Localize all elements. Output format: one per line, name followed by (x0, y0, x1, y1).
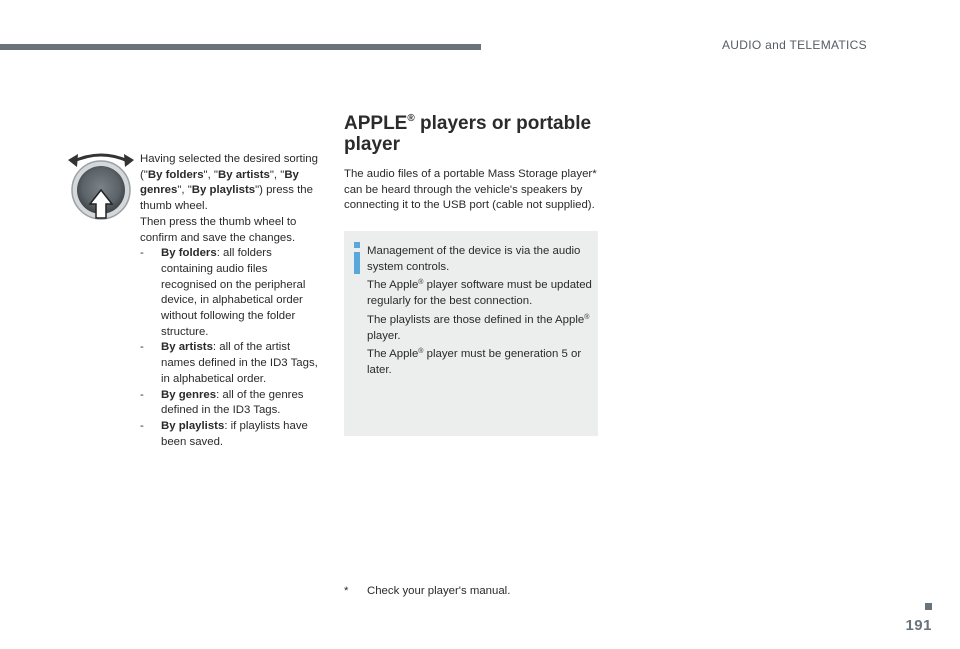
heading-text: APPLE (344, 113, 408, 134)
list-desc: : all folders containing audio files recognised on the peripheral device, in alphabetical order without following the folder structure. (161, 247, 306, 338)
dash: - (140, 419, 144, 432)
section-heading (344, 108, 598, 155)
list-desc: : all of the genres defined in the ID3 Tags. (161, 388, 304, 417)
list-item (140, 340, 320, 387)
info-icon (353, 242, 361, 274)
list-item (140, 388, 320, 419)
info-line (367, 310, 593, 344)
footnote-text: Check your player's manual. (367, 585, 511, 597)
term-by-folders: By folders (147, 168, 204, 181)
text: ") press the thumb wheel. (140, 184, 313, 213)
registered-mark: ® (418, 348, 424, 356)
text: player must be generation 5 or later. (367, 348, 582, 376)
list-desc: : all of the artist names defined in the ID3 Tags, in alphabetical order. (161, 341, 318, 385)
text: The Apple (367, 348, 419, 361)
list-term: By folders (161, 247, 217, 260)
footnote (344, 585, 510, 597)
sorting-options-list (140, 246, 320, 450)
term-by-artists: By artists (217, 168, 270, 181)
list-desc: : if playlists have been saved. (161, 419, 308, 448)
paragraph-confirm: Then press the thumb wheel to confirm and save the changes. (140, 215, 297, 244)
info-line: Management of the device is via the audio system controls. (367, 245, 581, 273)
info-text (367, 244, 593, 379)
text: ", " (203, 168, 218, 181)
term-by-genres: By genres (140, 168, 299, 197)
registered-mark: ® (407, 113, 415, 124)
registered-mark: ® (584, 313, 590, 321)
info-box (344, 231, 598, 436)
registered-mark: ® (418, 279, 424, 287)
text: player software must be updated regularly for the best connection. (367, 279, 592, 308)
heading-text: players or portable player (344, 113, 592, 155)
end-of-section-mark (925, 603, 932, 610)
dash: - (140, 341, 144, 354)
section-title: AUDIO and TELEMATICS (722, 38, 867, 52)
list-item (140, 419, 320, 450)
list-term: By playlists (161, 419, 225, 432)
top-bar (0, 44, 481, 50)
dash: - (140, 247, 144, 260)
intro-paragraph: The audio files of a portable Mass Storage player* can be heard through the vehicle's speakers by connecting it to the USB port (cable not supplied). (344, 168, 597, 212)
info-line (367, 344, 593, 378)
sorting-instructions (140, 152, 320, 450)
text: ", " (269, 168, 285, 181)
list-term: By artists (161, 341, 213, 354)
text: ", " (177, 184, 192, 197)
info-line (367, 275, 593, 309)
footnote-marker: * (344, 585, 349, 597)
text: The Apple (367, 279, 419, 292)
dash: - (140, 388, 144, 401)
thumb-wheel-icon (68, 150, 134, 222)
list-item (140, 246, 320, 340)
text: Having selected the desired sorting (" (140, 153, 318, 181)
list-term: By genres (161, 388, 217, 401)
paragraph-selected-sorting (140, 152, 320, 215)
apple-players-section (344, 108, 598, 214)
term-by-playlists: By playlists (191, 184, 256, 197)
text: The playlists are those defined in the Apple (367, 313, 585, 326)
page-number: 191 (905, 617, 932, 634)
text: player. (367, 329, 401, 342)
